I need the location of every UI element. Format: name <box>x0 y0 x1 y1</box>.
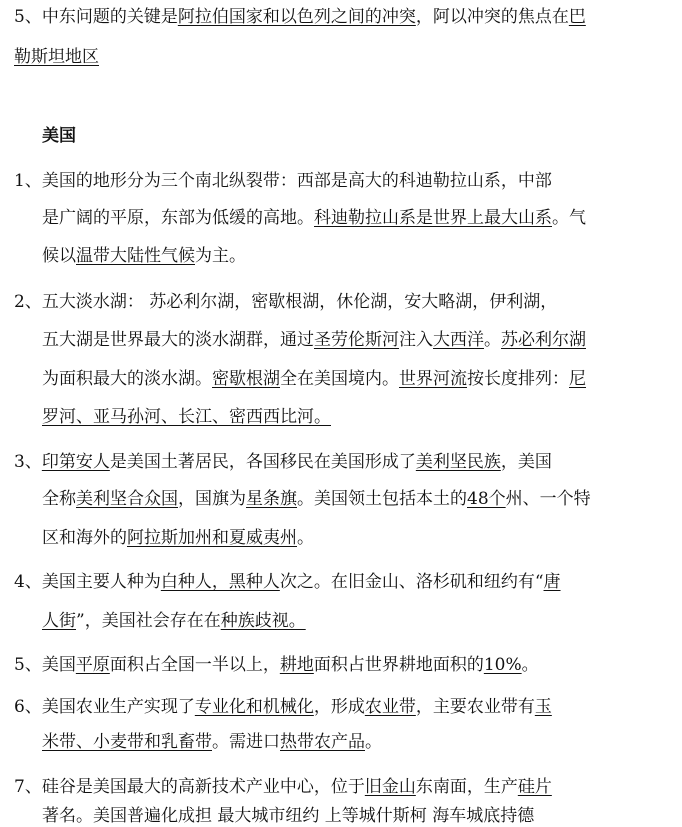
item-3-line-3 <box>42 527 682 549</box>
text-run: 候以 <box>42 246 76 266</box>
item-3-line-1 <box>14 451 654 473</box>
key-term: 美利坚合众国 <box>76 489 178 509</box>
key-term: 平原 <box>75 655 110 675</box>
key-term: 科迪勒拉山系是世界上最大山系 <box>314 208 552 228</box>
text-run: 州、一个特 <box>505 489 591 509</box>
key-term: 农业带 <box>364 697 416 717</box>
key-term: 48个 <box>467 489 506 509</box>
text-run: 美国 <box>41 655 76 675</box>
section-title: 美国 <box>42 126 76 146</box>
item-number: 3、 <box>14 452 42 472</box>
text-run: 美国农业生产实现了 <box>41 697 195 717</box>
item-2-line-3 <box>42 368 682 390</box>
text-run: 全在美国境内。 <box>280 369 399 389</box>
item-7-line-2-cut <box>42 805 682 826</box>
key-term: 密歇根湖 <box>212 369 280 389</box>
text-run: ，阿以冲突的焦点在 <box>415 7 569 27</box>
key-term: 10% <box>483 655 522 675</box>
text-run: ，国旗为 <box>178 489 246 509</box>
key-term: 大西洋 <box>433 330 484 350</box>
item-2-line-4 <box>42 406 682 428</box>
key-term: 米带、小麦带和乳畜带 <box>42 732 212 752</box>
item-2-line-1 <box>14 291 654 313</box>
key-term: 人街 <box>42 611 76 631</box>
text-run: 五大淡水湖： 苏必利尔湖，密歇根湖，休伦湖，安大略湖，伊利湖， <box>41 292 558 312</box>
key-term: 美利坚民族 <box>415 452 501 472</box>
key-term: 罗河、亚马孙河、长江、密西西比河。 <box>42 407 331 427</box>
text-run: 美国的地形分为三个南北纵裂带：西部是高大的科迪勒拉山系，中部 <box>41 171 552 191</box>
item-4-line-1 <box>14 571 654 593</box>
item-4-line-2 <box>42 610 682 632</box>
text-run: 硅谷是美国最大的高新技术产业中心，位于 <box>41 777 365 797</box>
item-number: 6、 <box>14 697 42 717</box>
text-run: ，主要农业带有 <box>415 697 535 717</box>
key-term: 专业化和机械化 <box>194 697 314 717</box>
key-term: 巴 <box>568 7 586 27</box>
text-run: 注入 <box>399 330 433 350</box>
item-6-line-1 <box>14 696 654 718</box>
key-term: 世界河流 <box>399 369 467 389</box>
text-run: ，形成 <box>313 697 365 717</box>
text-run: 为面积最大的淡水湖。 <box>42 369 212 389</box>
text-run: 。 <box>297 528 314 548</box>
text-run: 次之。在旧金山、洛杉矶和纽约有“ <box>279 572 544 592</box>
text-run: 著名。美国普遍化成担 最大城市纽约 上等城什斯柯 海车城底持德 <box>42 806 535 826</box>
item-number: 1、 <box>14 171 42 191</box>
text-run: 。气 <box>552 208 586 228</box>
text-run: 。 <box>365 732 382 752</box>
key-term: 星条旗 <box>246 489 297 509</box>
item-6-line-2 <box>42 731 682 753</box>
key-term: 勒斯坦地区 <box>14 47 99 67</box>
item-1-line-1 <box>14 170 654 192</box>
intro-line-2 <box>14 46 654 68</box>
text-run: 5、中东问题的关键是 <box>14 7 178 27</box>
item-1-line-2 <box>42 207 682 229</box>
item-number: 5、 <box>14 655 42 675</box>
text-run: 是美国土著居民，各国移民在美国形成了 <box>109 452 416 472</box>
key-term: 苏必利尔湖 <box>501 330 586 350</box>
text-run: 五大湖是世界最大的淡水湖群，通过 <box>42 330 314 350</box>
text-run: ”，美国社会存在在 <box>76 611 221 631</box>
item-number: 2、 <box>14 292 42 312</box>
text-run: 。 <box>484 330 501 350</box>
text-run: 面积占全国一半以上， <box>109 655 280 675</box>
text-run: 东南面，生产 <box>415 777 518 797</box>
text-run: 区和海外的 <box>42 528 127 548</box>
item-3-line-2 <box>42 488 682 510</box>
key-term: 旧金山 <box>364 777 416 797</box>
text-run: 是广阔的平原，东部为低缓的高地。 <box>42 208 314 228</box>
item-2-line-2 <box>42 329 682 351</box>
key-term: 种族歧视。 <box>220 611 306 631</box>
text-run: 。 <box>521 655 539 675</box>
intro-line-1 <box>14 6 654 28</box>
text-run: 。美国领土包括本土的 <box>297 489 467 509</box>
item-5-line-1 <box>14 654 654 676</box>
key-term: 唐 <box>543 572 561 592</box>
key-term: 尼 <box>569 369 586 389</box>
key-term: 温带大陆性气候 <box>76 246 195 266</box>
key-term: 阿拉伯国家和以色列之间的冲突 <box>177 7 416 27</box>
key-term: 圣劳伦斯河 <box>314 330 399 350</box>
item-1-line-3 <box>42 245 682 267</box>
key-term: 玉 <box>534 697 552 717</box>
key-term: 印第安人 <box>41 452 110 472</box>
item-number: 4、 <box>14 572 42 592</box>
key-term: 白种人，黑种人 <box>160 572 280 592</box>
text-run: ，美国 <box>500 452 552 472</box>
key-term: 热带农产品 <box>280 732 365 752</box>
text-run: 。需进口 <box>212 732 280 752</box>
key-term: 耕地 <box>279 655 314 675</box>
text-run: 按长度排列： <box>467 369 569 389</box>
text-run: 面积占世界耕地面积的 <box>313 655 484 675</box>
key-term: 硅片 <box>517 777 552 797</box>
text-run: 美国主要人种为 <box>41 572 161 592</box>
text-run: 全称 <box>42 489 76 509</box>
key-term: 阿拉斯加州和夏威夷州 <box>127 528 297 548</box>
text-run: 为主。 <box>195 246 246 266</box>
item-number: 7、 <box>14 777 42 797</box>
item-7-line-1 <box>14 776 654 798</box>
